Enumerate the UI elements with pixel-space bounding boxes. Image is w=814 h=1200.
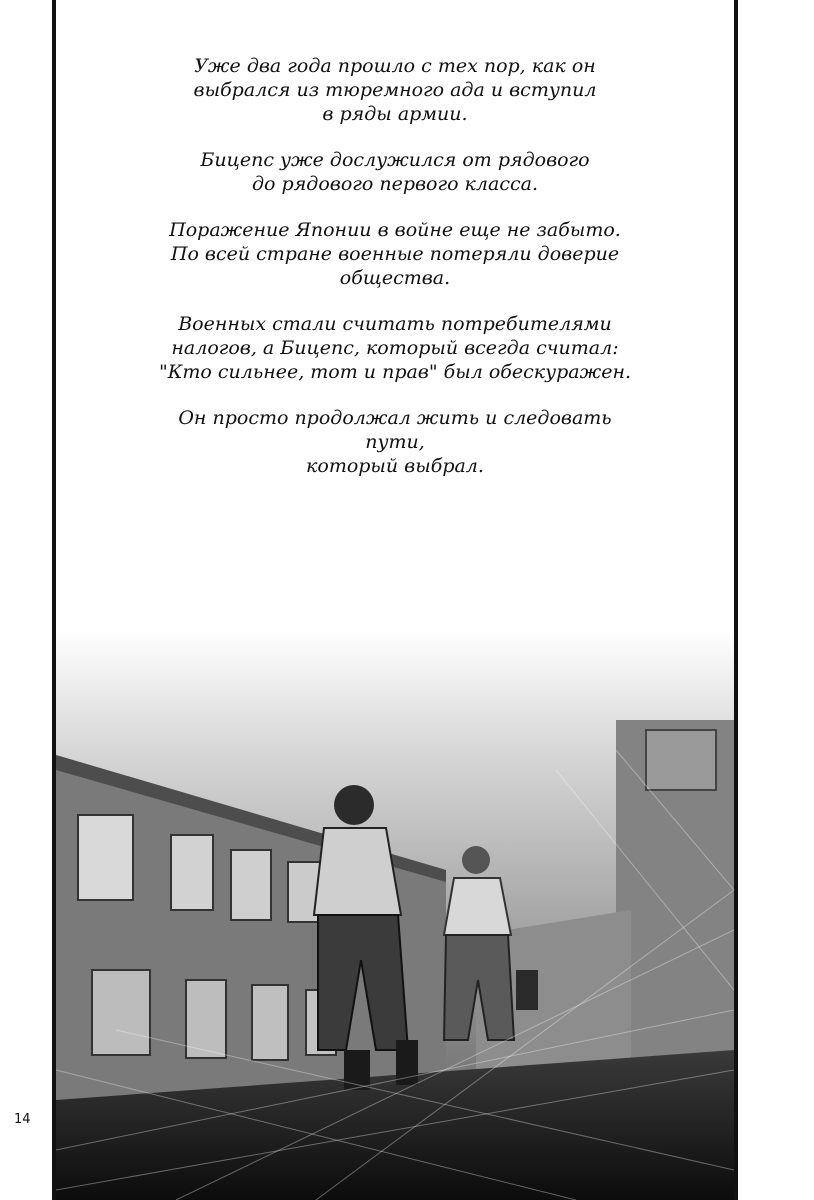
narration-line: до рядового первого класса.: [252, 173, 538, 195]
narration-paragraph: [150, 148, 640, 196]
narration-line: который выбрал.: [306, 455, 484, 477]
narration-line: Уже два года прошло с тех пор, как он: [194, 55, 596, 77]
illustration: [56, 630, 734, 1200]
narration-line: "Кто сильнее, тот и прав" был обескуражен.: [158, 361, 632, 383]
narration-text: [150, 54, 640, 500]
narration-line: в ряды армии.: [322, 103, 468, 125]
narration-paragraph: [150, 54, 640, 126]
narration-paragraph: [150, 218, 640, 290]
page-number: 14: [14, 1112, 31, 1127]
narration-paragraph: [150, 406, 640, 478]
narration-line: Бицепс уже дослужился от рядового: [200, 149, 590, 171]
panel-border-right: [734, 0, 738, 1200]
narration-line: По всей стране военные потеряли доверие: [170, 243, 620, 265]
narration-line: выбрался из тюремного ада и вступил: [193, 79, 597, 101]
narration-line: Он просто продолжал жить и следовать пути,: [178, 407, 612, 453]
narration-line: общества.: [339, 267, 451, 289]
narration-line: налогов, а Бицепс, который всегда считал:: [171, 337, 619, 359]
narration-line: Поражение Японии в войне еще не забыто.: [169, 219, 621, 241]
narration-line: Военных стали считать потребителями: [178, 313, 612, 335]
narration-paragraph: [150, 312, 640, 384]
